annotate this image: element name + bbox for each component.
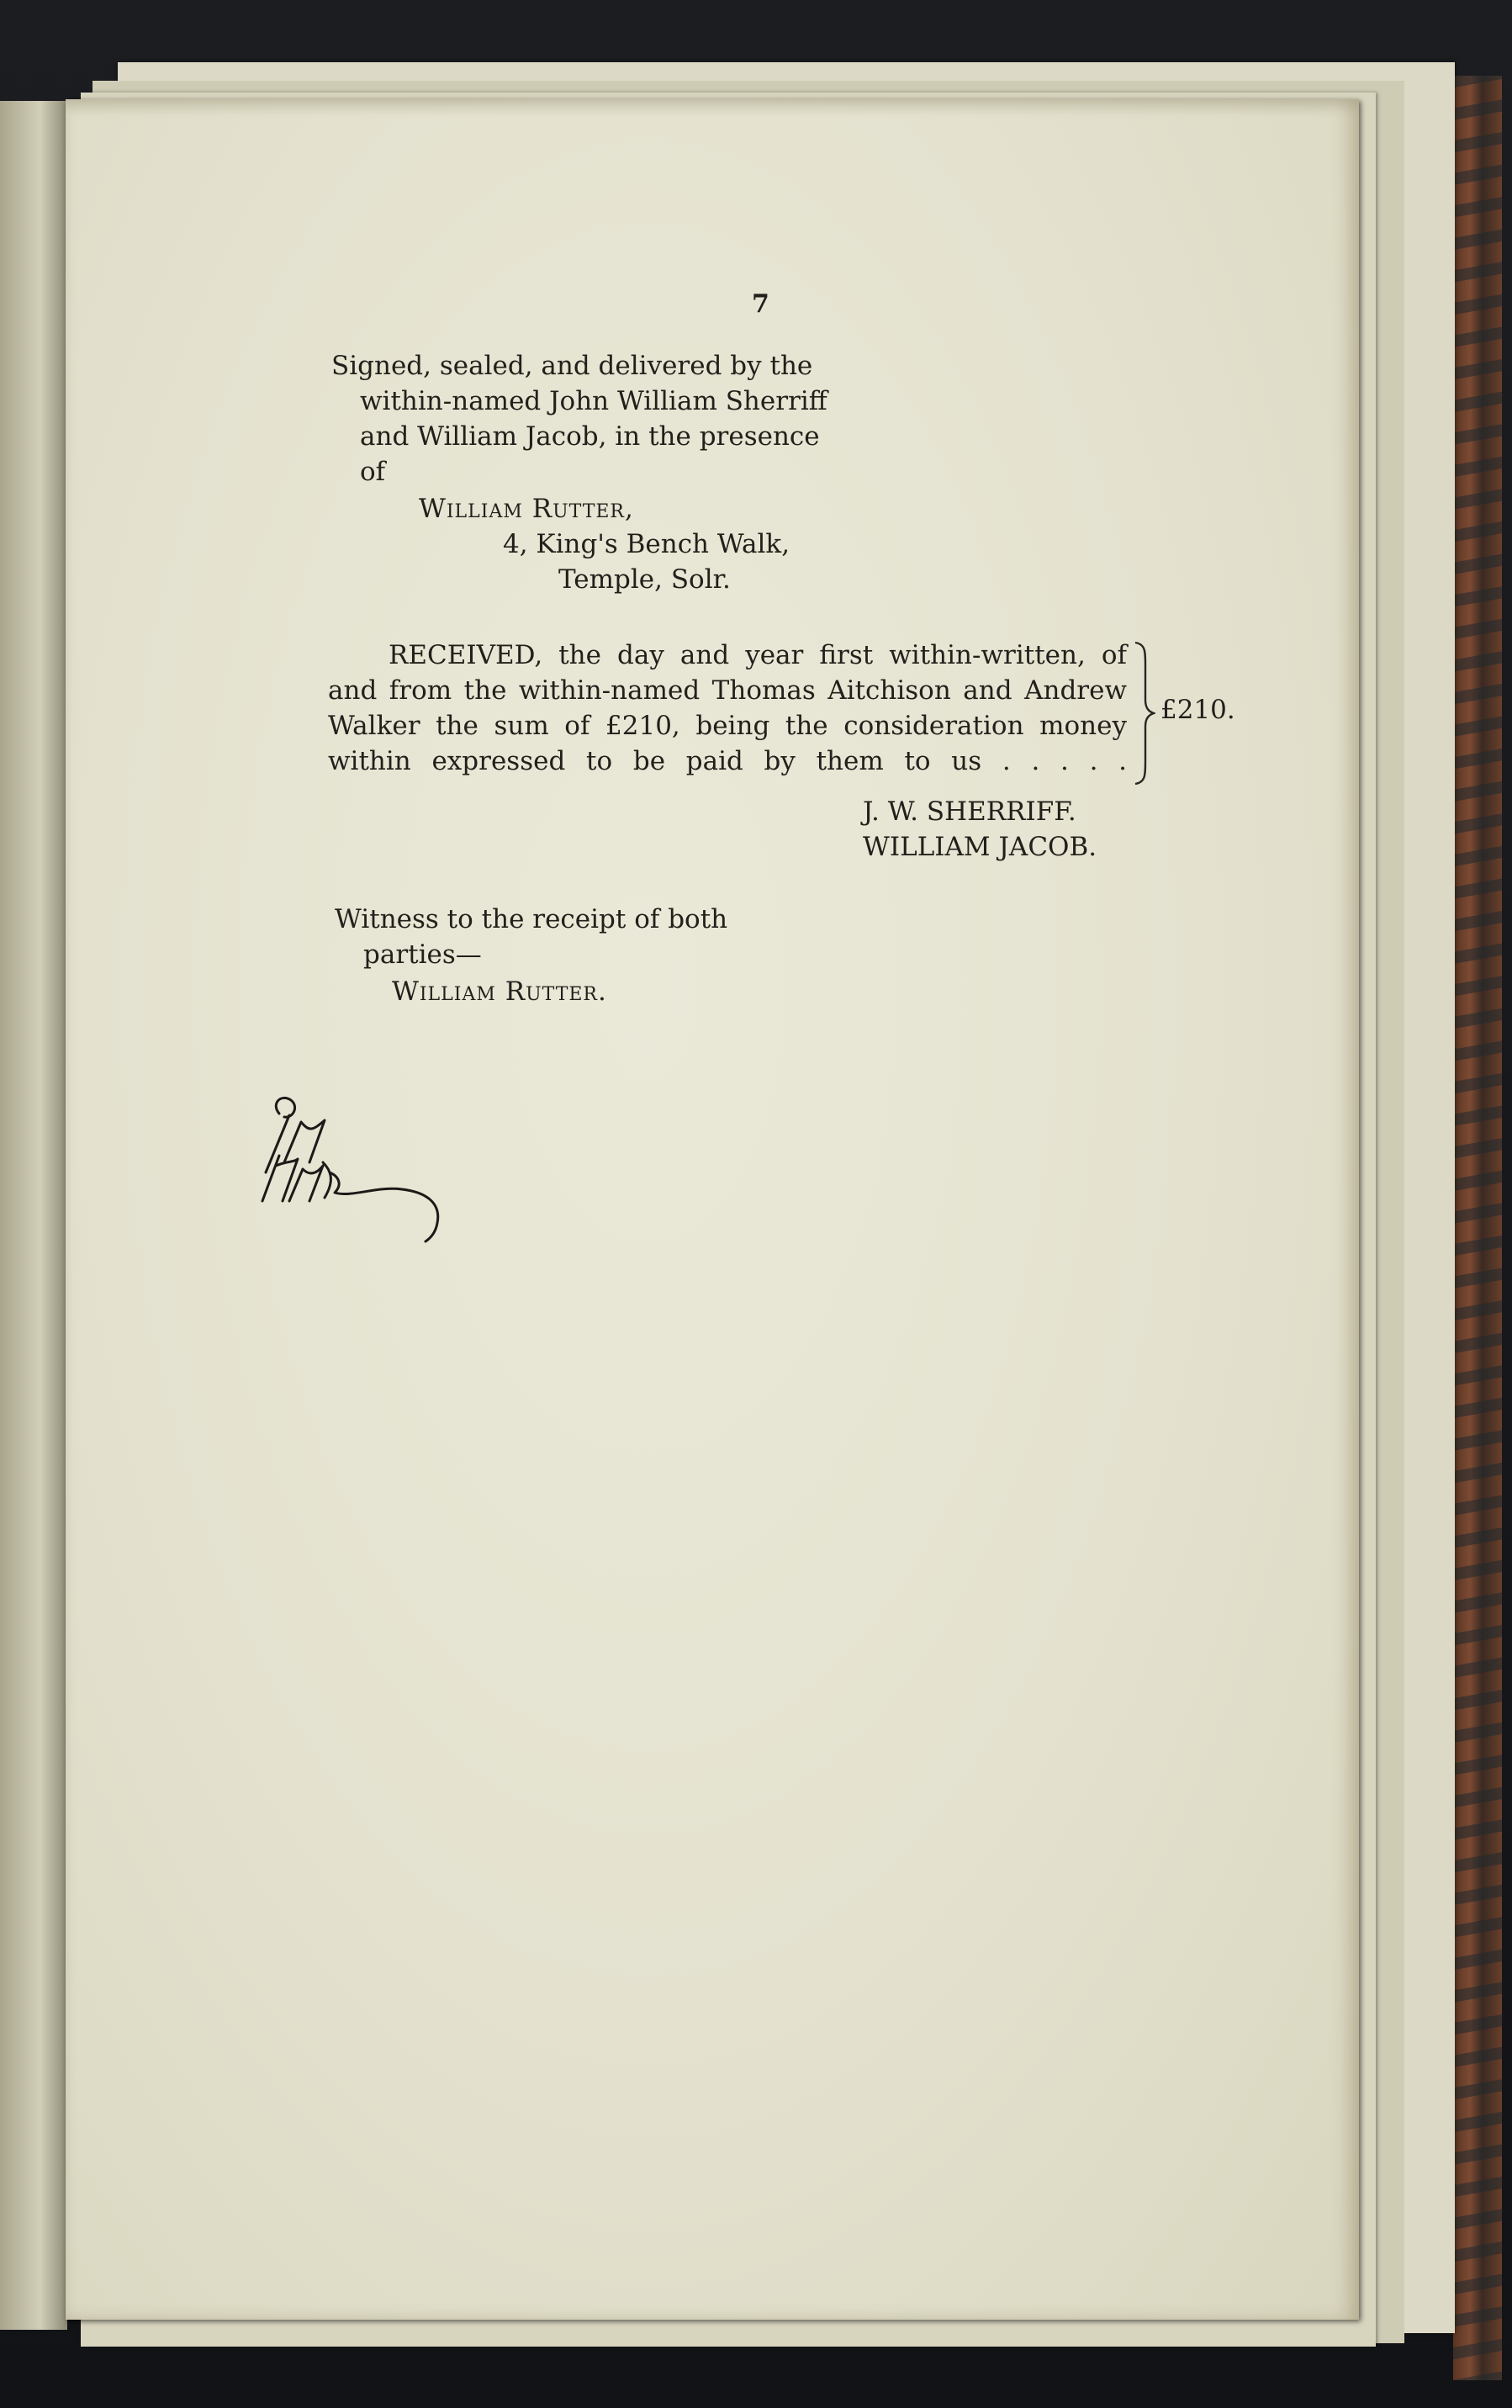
receipt-paragraph — [328, 638, 1127, 779]
document-page — [66, 99, 1359, 2320]
receipt-line: Walker the sum of £210, being the consideration money — [328, 711, 1127, 741]
attestation-line: Signed, sealed, and delivered by the — [331, 351, 813, 381]
receipt-line: within expressed to be paid by them to us . . . . . — [328, 746, 1127, 776]
witness-address: 4, King's Bench Walk, — [503, 529, 790, 559]
attestation-line: of — [360, 457, 386, 487]
handwritten-initials-signature — [251, 1082, 469, 1275]
receipt-witness-line: parties— — [363, 939, 482, 970]
marbled-book-edge — [1453, 76, 1502, 2380]
receipt-witness-name: William Rutter. — [392, 976, 607, 1007]
attestation-line: and William Jacob, in the presence — [360, 421, 820, 452]
receipt-line: and from the within-named Thomas Aitchison and Andrew — [328, 675, 1127, 706]
signatory-name: J. W. SHERRIFF. — [863, 796, 1076, 827]
facing-page-edge — [0, 101, 67, 2330]
receipt-amount: £210. — [1160, 695, 1235, 725]
attestation-line: within-named John William Sherriff — [360, 386, 827, 416]
witness-place: Temple, Solr. — [558, 564, 731, 595]
signatory-name: WILLIAM JACOB. — [863, 832, 1097, 862]
witness-name: William Rutter, — [419, 494, 634, 524]
receipt-witness-line: Witness to the receipt of both — [335, 904, 728, 934]
page-number: 7 — [752, 289, 769, 319]
right-curly-brace — [1134, 641, 1155, 786]
receipt-line: RECEIVED, the day and year first within-written, of — [389, 640, 1127, 670]
